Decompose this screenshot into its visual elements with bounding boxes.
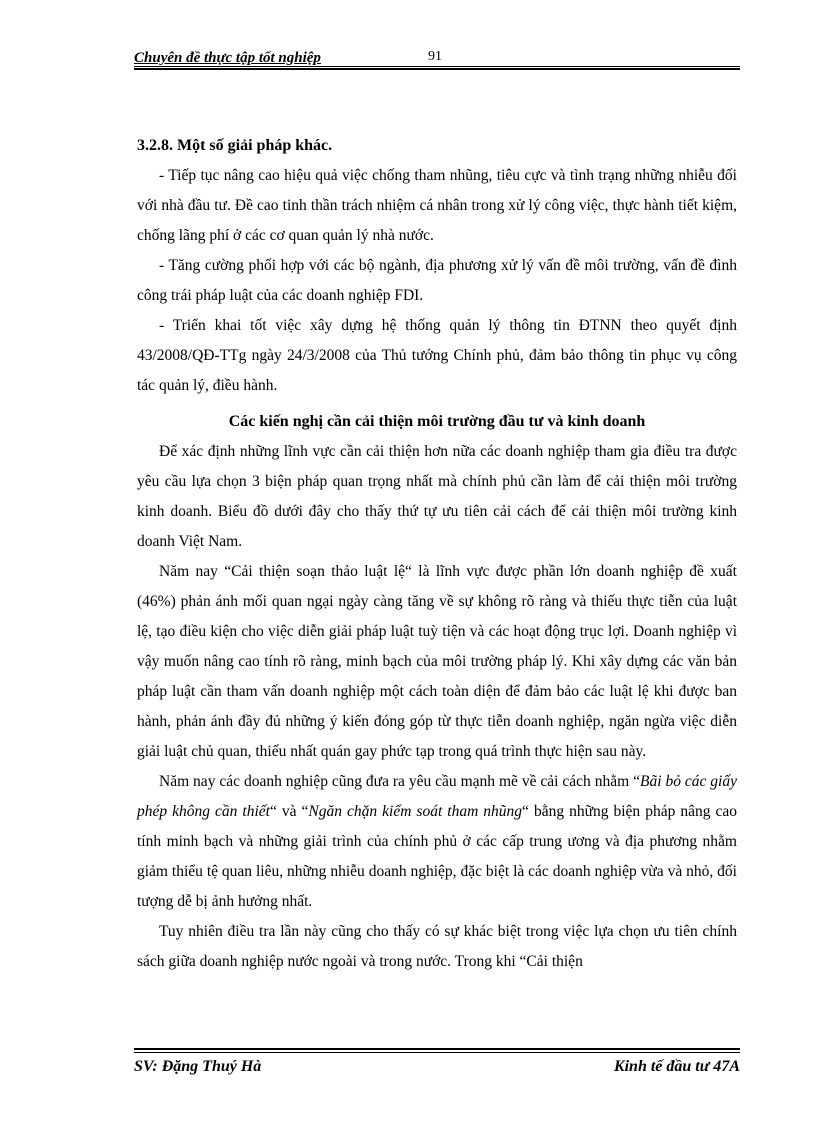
text-run: Năm nay các doanh nghiệp cũng đưa ra yêu cầu mạnh mẽ về cải cách nhằm “ xyxy=(159,773,640,790)
document-title: Chuyên đề thực tập tốt nghiệp xyxy=(134,50,321,66)
section-heading: 3.2.8. Một số giải pháp khác. xyxy=(137,137,333,154)
student-name: SV: Đặng Thuý Hà xyxy=(134,1058,262,1075)
footer-rule xyxy=(134,1052,740,1053)
italic-quote: Ngăn chặn kiểm soát tham nhũng xyxy=(308,803,523,820)
paragraph: Để xác định những lĩnh vực cần cải thiện hơn nữa các doanh nghiệp tham gia điều tra được yêu cầu lựa chọn 3 biện pháp quan trọng nhất mà chính phủ cần làm để cải thiện môi trường kinh doanh. Biểu đồ dưới đây cho thấy thứ tự ưu tiên cải cách để cải thiện môi trường kinh doanh Việt Nam. xyxy=(137,443,737,550)
paragraph: Tuy nhiên điều tra lần này cũng cho thấy có sự khác biệt trong việc lựa chọn ưu tiên chính sách giữa doanh nghiệp nước ngoài và trong nước. Trong khi “Cải thiện xyxy=(137,923,737,970)
header-rule xyxy=(134,66,740,67)
paragraph: Năm nay “Cải thiện soạn thảo luật lệ“ là lĩnh vực được phần lớn doanh nghiệp đề xuất (46%) phản ánh mối quan ngại ngày càng tăng về sự không rõ ràng và thiếu thực tiễn của luật lệ, tạo điều kiện cho việc diễn giải pháp luật tuỳ tiện và các hoạt động trục lợi. Doanh nghiệp vì vậy muốn nâng cao tính rõ ràng, minh bạch của môi trường pháp lý. Khi xây dựng các văn bản pháp luật cần tham vấn doanh nghiệp một cách toàn diện để đảm bảo các luật lệ khi được ban hành, phản ánh đầy đủ những ý kiến đóng góp từ thực tiễn doanh nghiệp, ngăn ngừa việc diễn giải luật chủ quan, thiếu nhất quán gay phức tạp trong quá trình thực hiện sau này. xyxy=(137,563,737,760)
footer-rule-thick xyxy=(134,1048,740,1050)
italic-quote: Bãi bỏ các giấy phép không cần thiết xyxy=(137,773,737,820)
text-run: “ bằng những biện pháp nâng cao tính minh bạch và những giải trình của chính phủ ở các cấp trung ương và địa phương nhằm giảm thiểu tệ quan liêu, những nhiễu doanh nghiệp, đặc biệt là các doanh nghiệp vừa và nhỏ, đối tượng dễ bị ảnh hưởng nhất. xyxy=(137,803,737,910)
paragraph-reform xyxy=(137,767,737,917)
page-header xyxy=(134,48,740,70)
text-run: “ và “ xyxy=(269,803,309,820)
class-name: Kinh tế đầu tư 47A xyxy=(613,1058,740,1075)
page-number: 91 xyxy=(428,49,442,64)
sub-heading: Các kiến nghị cần cải thiện môi trường đầu tư và kinh doanh xyxy=(228,413,646,430)
header-rule-thick xyxy=(134,68,740,70)
paragraph: - Triển khai tốt việc xây dựng hệ thống quản lý thông tin ĐTNN theo quyết định 43/2008/QĐ-TTg ngày 24/3/2008 của Thủ tướng Chính phủ, đảm bảo thông tin phục vụ công tác quản lý, điều hành. xyxy=(137,317,737,394)
paragraph: - Tiếp tục nâng cao hiệu quả việc chống tham nhũng, tiêu cực và tình trạng những nhiễu đối với nhà đầu tư. Đề cao tinh thần trách nhiệm cá nhân trong xử lý công việc, thực hành tiết kiệm, chống lãng phí ở các cơ quan quản lý nhà nước. xyxy=(137,167,737,244)
page-body xyxy=(137,131,737,977)
paragraph: - Tăng cường phối hợp với các bộ ngành, địa phương xử lý vấn đề môi trường, vấn đề đình công trái pháp luật của các doanh nghiệp FDI. xyxy=(137,257,737,304)
page-footer xyxy=(134,1048,740,1078)
